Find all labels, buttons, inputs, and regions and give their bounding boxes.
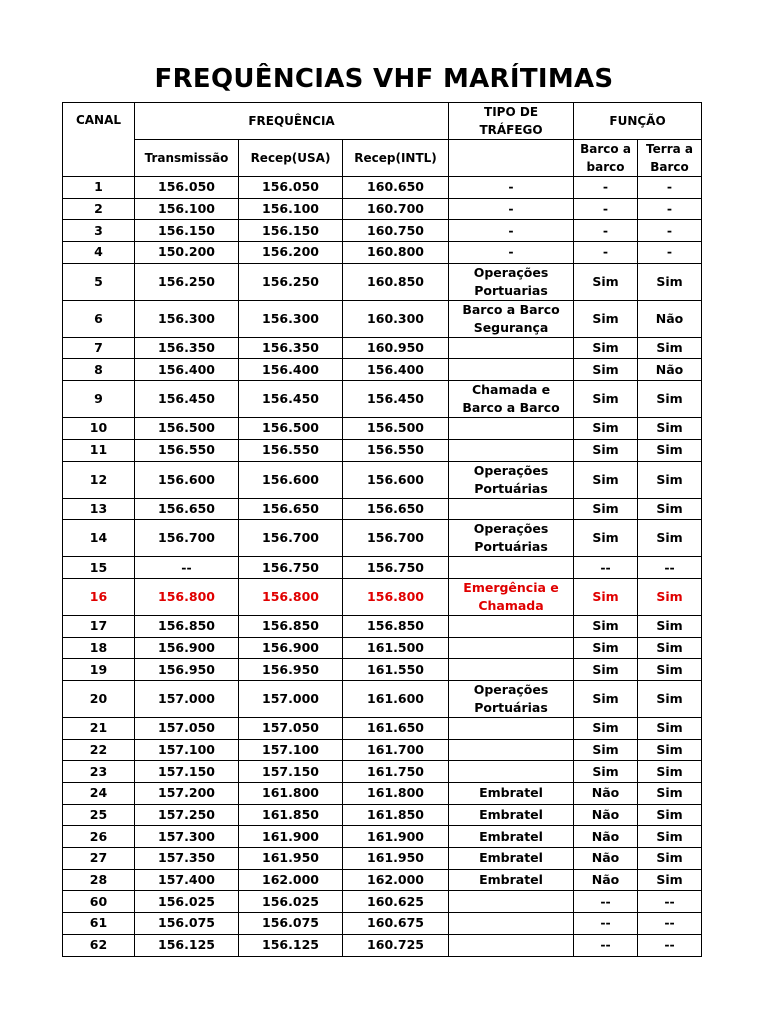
cell-canal: 19 bbox=[63, 659, 135, 681]
cell-transmissao: 156.075 bbox=[135, 913, 239, 935]
cell-recep-usa: 161.950 bbox=[239, 848, 343, 870]
cell-terra-a-barco: Sim bbox=[638, 826, 702, 848]
cell-barco-a-barco: Sim bbox=[574, 739, 638, 761]
table-row bbox=[63, 637, 702, 659]
cell-recep-intl: 160.950 bbox=[343, 337, 449, 359]
cell-canal: 60 bbox=[63, 891, 135, 913]
cell-transmissao: 156.100 bbox=[135, 198, 239, 220]
cell-tipo-trafego bbox=[449, 557, 574, 579]
cell-barco-a-barco: - bbox=[574, 242, 638, 264]
cell-transmissao: 157.300 bbox=[135, 826, 239, 848]
cell-canal: 15 bbox=[63, 557, 135, 579]
cell-tipo-trafego bbox=[449, 439, 574, 461]
cell-tipo-trafego: - bbox=[449, 198, 574, 220]
cell-barco-a-barco: Sim bbox=[574, 578, 638, 615]
cell-canal: 25 bbox=[63, 804, 135, 826]
cell-terra-a-barco: Sim bbox=[638, 717, 702, 739]
cell-recep-intl: 156.500 bbox=[343, 418, 449, 440]
cell-terra-a-barco: Sim bbox=[638, 337, 702, 359]
cell-canal: 26 bbox=[63, 826, 135, 848]
table-row bbox=[63, 381, 702, 418]
cell-recep-usa: 161.850 bbox=[239, 804, 343, 826]
cell-recep-usa: 156.550 bbox=[239, 439, 343, 461]
cell-transmissao: 157.350 bbox=[135, 848, 239, 870]
cell-transmissao: 157.400 bbox=[135, 869, 239, 891]
cell-barco-a-barco: Sim bbox=[574, 263, 638, 300]
cell-terra-a-barco: - bbox=[638, 177, 702, 199]
cell-recep-intl: 156.600 bbox=[343, 461, 449, 498]
cell-recep-usa: 157.000 bbox=[239, 680, 343, 717]
cell-recep-usa: 156.500 bbox=[239, 418, 343, 440]
cell-recep-intl: 156.750 bbox=[343, 557, 449, 579]
cell-terra-a-barco: Sim bbox=[638, 804, 702, 826]
cell-terra-a-barco: Sim bbox=[638, 578, 702, 615]
cell-transmissao: 156.850 bbox=[135, 615, 239, 637]
cell-transmissao: 157.250 bbox=[135, 804, 239, 826]
cell-recep-intl: 162.000 bbox=[343, 869, 449, 891]
header-recep-usa: Recep(USA) bbox=[239, 140, 343, 177]
cell-terra-a-barco: -- bbox=[638, 891, 702, 913]
cell-transmissao: 156.500 bbox=[135, 418, 239, 440]
table-row bbox=[63, 498, 702, 520]
cell-terra-a-barco: -- bbox=[638, 913, 702, 935]
cell-barco-a-barco: Sim bbox=[574, 461, 638, 498]
cell-terra-a-barco: Sim bbox=[638, 659, 702, 681]
cell-canal: 62 bbox=[63, 934, 135, 956]
cell-canal: 22 bbox=[63, 739, 135, 761]
cell-barco-a-barco: Sim bbox=[574, 717, 638, 739]
cell-transmissao: 156.250 bbox=[135, 263, 239, 300]
cell-canal: 17 bbox=[63, 615, 135, 637]
cell-recep-usa: 162.000 bbox=[239, 869, 343, 891]
cell-tipo-trafego: Emergência e Chamada bbox=[449, 578, 574, 615]
cell-transmissao: 157.000 bbox=[135, 680, 239, 717]
cell-terra-a-barco: Sim bbox=[638, 381, 702, 418]
cell-barco-a-barco: Sim bbox=[574, 520, 638, 557]
table-row bbox=[63, 557, 702, 579]
cell-transmissao: 157.050 bbox=[135, 717, 239, 739]
cell-barco-a-barco: Não bbox=[574, 804, 638, 826]
cell-recep-intl: 160.300 bbox=[343, 300, 449, 337]
table-row bbox=[63, 578, 702, 615]
table-body bbox=[63, 177, 702, 957]
cell-canal: 13 bbox=[63, 498, 135, 520]
cell-terra-a-barco: Sim bbox=[638, 263, 702, 300]
cell-recep-intl: 156.400 bbox=[343, 359, 449, 381]
cell-tipo-trafego bbox=[449, 418, 574, 440]
cell-recep-usa: 156.050 bbox=[239, 177, 343, 199]
cell-canal: 61 bbox=[63, 913, 135, 935]
cell-tipo-trafego bbox=[449, 739, 574, 761]
cell-canal: 11 bbox=[63, 439, 135, 461]
cell-recep-usa: 156.600 bbox=[239, 461, 343, 498]
table-row bbox=[63, 242, 702, 264]
cell-barco-a-barco: Sim bbox=[574, 761, 638, 783]
table-row bbox=[63, 934, 702, 956]
cell-recep-intl: 161.700 bbox=[343, 739, 449, 761]
cell-tipo-trafego: Operações Portuárias bbox=[449, 520, 574, 557]
cell-tipo-trafego: Embratel bbox=[449, 783, 574, 805]
cell-barco-a-barco: Sim bbox=[574, 615, 638, 637]
table-row bbox=[63, 177, 702, 199]
cell-canal: 8 bbox=[63, 359, 135, 381]
table-row bbox=[63, 359, 702, 381]
cell-tipo-trafego bbox=[449, 934, 574, 956]
table-row bbox=[63, 263, 702, 300]
cell-barco-a-barco: Não bbox=[574, 783, 638, 805]
header-barco-a-barco: Barco a barco bbox=[574, 140, 638, 177]
cell-recep-usa: 156.125 bbox=[239, 934, 343, 956]
cell-recep-intl: 161.850 bbox=[343, 804, 449, 826]
cell-tipo-trafego bbox=[449, 498, 574, 520]
cell-canal: 4 bbox=[63, 242, 135, 264]
cell-transmissao: 150.200 bbox=[135, 242, 239, 264]
cell-transmissao: 156.400 bbox=[135, 359, 239, 381]
cell-recep-intl: 161.900 bbox=[343, 826, 449, 848]
cell-transmissao: 156.700 bbox=[135, 520, 239, 557]
cell-tipo-trafego bbox=[449, 637, 574, 659]
cell-transmissao: 156.550 bbox=[135, 439, 239, 461]
cell-transmissao: 156.050 bbox=[135, 177, 239, 199]
cell-recep-intl: 160.650 bbox=[343, 177, 449, 199]
cell-recep-usa: 156.650 bbox=[239, 498, 343, 520]
cell-barco-a-barco: Sim bbox=[574, 680, 638, 717]
cell-canal: 28 bbox=[63, 869, 135, 891]
cell-terra-a-barco: -- bbox=[638, 934, 702, 956]
cell-canal: 5 bbox=[63, 263, 135, 300]
cell-recep-usa: 157.100 bbox=[239, 739, 343, 761]
cell-canal: 2 bbox=[63, 198, 135, 220]
cell-terra-a-barco: Sim bbox=[638, 848, 702, 870]
cell-canal: 7 bbox=[63, 337, 135, 359]
cell-transmissao: 156.025 bbox=[135, 891, 239, 913]
cell-transmissao: 156.350 bbox=[135, 337, 239, 359]
cell-tipo-trafego: Embratel bbox=[449, 804, 574, 826]
cell-recep-intl: 160.850 bbox=[343, 263, 449, 300]
cell-recep-usa: 161.800 bbox=[239, 783, 343, 805]
cell-tipo-trafego: Operações Portuárias bbox=[449, 680, 574, 717]
cell-recep-intl: 160.625 bbox=[343, 891, 449, 913]
cell-recep-usa: 156.200 bbox=[239, 242, 343, 264]
cell-terra-a-barco: Sim bbox=[638, 498, 702, 520]
cell-transmissao: 156.300 bbox=[135, 300, 239, 337]
cell-canal: 21 bbox=[63, 717, 135, 739]
cell-recep-usa: 156.850 bbox=[239, 615, 343, 637]
cell-tipo-trafego: Embratel bbox=[449, 869, 574, 891]
cell-tipo-trafego: Embratel bbox=[449, 826, 574, 848]
page-title: FREQUÊNCIAS VHF MARÍTIMAS bbox=[154, 64, 614, 94]
cell-canal: 10 bbox=[63, 418, 135, 440]
cell-recep-usa: 157.150 bbox=[239, 761, 343, 783]
cell-transmissao: 156.650 bbox=[135, 498, 239, 520]
table-row bbox=[63, 461, 702, 498]
cell-terra-a-barco: Não bbox=[638, 359, 702, 381]
header-transmissao: Transmissão bbox=[135, 140, 239, 177]
cell-tipo-trafego bbox=[449, 659, 574, 681]
cell-canal: 18 bbox=[63, 637, 135, 659]
cell-barco-a-barco: Não bbox=[574, 869, 638, 891]
cell-terra-a-barco: - bbox=[638, 220, 702, 242]
cell-recep-intl: 156.700 bbox=[343, 520, 449, 557]
cell-canal: 9 bbox=[63, 381, 135, 418]
cell-terra-a-barco: Sim bbox=[638, 615, 702, 637]
table-row bbox=[63, 520, 702, 557]
cell-tipo-trafego: - bbox=[449, 177, 574, 199]
cell-tipo-trafego bbox=[449, 761, 574, 783]
table-row bbox=[63, 869, 702, 891]
cell-transmissao: -- bbox=[135, 557, 239, 579]
table-row bbox=[63, 198, 702, 220]
header-funcao: FUNÇÃO bbox=[574, 103, 702, 140]
cell-barco-a-barco: -- bbox=[574, 891, 638, 913]
cell-barco-a-barco: Não bbox=[574, 826, 638, 848]
cell-canal: 1 bbox=[63, 177, 135, 199]
table-row bbox=[63, 220, 702, 242]
cell-recep-usa: 156.300 bbox=[239, 300, 343, 337]
cell-recep-intl: 160.700 bbox=[343, 198, 449, 220]
cell-transmissao: 157.100 bbox=[135, 739, 239, 761]
cell-recep-intl: 156.450 bbox=[343, 381, 449, 418]
cell-canal: 14 bbox=[63, 520, 135, 557]
header-tipo-trafego: TIPO DE TRÁFEGO bbox=[449, 103, 574, 140]
cell-terra-a-barco: Sim bbox=[638, 680, 702, 717]
cell-terra-a-barco: Sim bbox=[638, 418, 702, 440]
cell-recep-intl: 156.650 bbox=[343, 498, 449, 520]
cell-recep-usa: 156.750 bbox=[239, 557, 343, 579]
cell-canal: 24 bbox=[63, 783, 135, 805]
cell-terra-a-barco: Sim bbox=[638, 439, 702, 461]
cell-transmissao: 156.150 bbox=[135, 220, 239, 242]
cell-tipo-trafego: - bbox=[449, 242, 574, 264]
cell-tipo-trafego: Operações Portuarias bbox=[449, 263, 574, 300]
cell-terra-a-barco: Sim bbox=[638, 869, 702, 891]
header-frequencia: FREQUÊNCIA bbox=[135, 103, 449, 140]
cell-terra-a-barco: Sim bbox=[638, 520, 702, 557]
cell-recep-usa: 156.950 bbox=[239, 659, 343, 681]
table-row bbox=[63, 615, 702, 637]
cell-tipo-trafego bbox=[449, 359, 574, 381]
table-row bbox=[63, 804, 702, 826]
cell-recep-intl: 160.750 bbox=[343, 220, 449, 242]
cell-canal: 3 bbox=[63, 220, 135, 242]
table-row bbox=[63, 826, 702, 848]
cell-barco-a-barco: - bbox=[574, 220, 638, 242]
header-terra-a-barco: Terra a Barco bbox=[638, 140, 702, 177]
cell-tipo-trafego bbox=[449, 615, 574, 637]
table-row bbox=[63, 739, 702, 761]
vhf-frequency-table bbox=[62, 102, 702, 957]
cell-barco-a-barco: Sim bbox=[574, 381, 638, 418]
cell-terra-a-barco: Sim bbox=[638, 783, 702, 805]
cell-terra-a-barco: Não bbox=[638, 300, 702, 337]
cell-recep-usa: 156.250 bbox=[239, 263, 343, 300]
cell-barco-a-barco: - bbox=[574, 177, 638, 199]
cell-terra-a-barco: Sim bbox=[638, 461, 702, 498]
cell-canal: 12 bbox=[63, 461, 135, 498]
cell-tipo-trafego bbox=[449, 337, 574, 359]
cell-terra-a-barco: Sim bbox=[638, 637, 702, 659]
table-row bbox=[63, 300, 702, 337]
cell-transmissao: 156.950 bbox=[135, 659, 239, 681]
cell-barco-a-barco: -- bbox=[574, 934, 638, 956]
cell-transmissao: 156.800 bbox=[135, 578, 239, 615]
cell-canal: 27 bbox=[63, 848, 135, 870]
cell-recep-intl: 161.950 bbox=[343, 848, 449, 870]
header-recep-intl: Recep(INTL) bbox=[343, 140, 449, 177]
table-row bbox=[63, 913, 702, 935]
cell-barco-a-barco: Sim bbox=[574, 418, 638, 440]
cell-recep-usa: 156.075 bbox=[239, 913, 343, 935]
cell-tipo-trafego bbox=[449, 891, 574, 913]
cell-terra-a-barco: Sim bbox=[638, 761, 702, 783]
cell-canal: 6 bbox=[63, 300, 135, 337]
cell-barco-a-barco: - bbox=[574, 198, 638, 220]
table-row bbox=[63, 659, 702, 681]
cell-recep-usa: 156.400 bbox=[239, 359, 343, 381]
cell-terra-a-barco: - bbox=[638, 198, 702, 220]
cell-recep-intl: 160.800 bbox=[343, 242, 449, 264]
cell-recep-intl: 161.600 bbox=[343, 680, 449, 717]
cell-transmissao: 156.125 bbox=[135, 934, 239, 956]
table-row bbox=[63, 761, 702, 783]
cell-recep-usa: 156.800 bbox=[239, 578, 343, 615]
cell-tipo-trafego bbox=[449, 913, 574, 935]
cell-tipo-trafego: Embratel bbox=[449, 848, 574, 870]
cell-tipo-trafego: Operações Portuárias bbox=[449, 461, 574, 498]
cell-transmissao: 156.600 bbox=[135, 461, 239, 498]
cell-recep-intl: 161.750 bbox=[343, 761, 449, 783]
cell-terra-a-barco: -- bbox=[638, 557, 702, 579]
cell-transmissao: 157.150 bbox=[135, 761, 239, 783]
cell-recep-intl: 156.850 bbox=[343, 615, 449, 637]
cell-recep-intl: 160.725 bbox=[343, 934, 449, 956]
cell-transmissao: 157.200 bbox=[135, 783, 239, 805]
table-row bbox=[63, 418, 702, 440]
table-row bbox=[63, 337, 702, 359]
cell-tipo-trafego: - bbox=[449, 220, 574, 242]
cell-recep-usa: 156.700 bbox=[239, 520, 343, 557]
cell-recep-usa: 156.025 bbox=[239, 891, 343, 913]
cell-canal: 23 bbox=[63, 761, 135, 783]
table-row bbox=[63, 439, 702, 461]
cell-tipo-trafego: Chamada e Barco a Barco bbox=[449, 381, 574, 418]
cell-barco-a-barco: Sim bbox=[574, 439, 638, 461]
cell-recep-intl: 161.650 bbox=[343, 717, 449, 739]
cell-recep-intl: 160.675 bbox=[343, 913, 449, 935]
cell-recep-usa: 156.900 bbox=[239, 637, 343, 659]
cell-recep-usa: 156.150 bbox=[239, 220, 343, 242]
cell-canal: 16 bbox=[63, 578, 135, 615]
cell-barco-a-barco: Sim bbox=[574, 300, 638, 337]
cell-tipo-trafego bbox=[449, 717, 574, 739]
cell-recep-intl: 161.500 bbox=[343, 637, 449, 659]
table-row bbox=[63, 891, 702, 913]
table-row bbox=[63, 717, 702, 739]
header-canal: CANAL bbox=[63, 103, 135, 177]
cell-recep-usa: 156.450 bbox=[239, 381, 343, 418]
cell-transmissao: 156.450 bbox=[135, 381, 239, 418]
cell-recep-usa: 156.100 bbox=[239, 198, 343, 220]
cell-recep-intl: 161.800 bbox=[343, 783, 449, 805]
cell-transmissao: 156.900 bbox=[135, 637, 239, 659]
cell-recep-intl: 156.550 bbox=[343, 439, 449, 461]
header-tipo-blank bbox=[449, 140, 574, 177]
cell-recep-usa: 157.050 bbox=[239, 717, 343, 739]
cell-tipo-trafego: Barco a Barco Segurança bbox=[449, 300, 574, 337]
cell-recep-usa: 156.350 bbox=[239, 337, 343, 359]
cell-terra-a-barco: - bbox=[638, 242, 702, 264]
cell-recep-intl: 161.550 bbox=[343, 659, 449, 681]
table-row bbox=[63, 848, 702, 870]
cell-barco-a-barco: Não bbox=[574, 848, 638, 870]
cell-barco-a-barco: Sim bbox=[574, 337, 638, 359]
cell-barco-a-barco: Sim bbox=[574, 498, 638, 520]
table-row bbox=[63, 680, 702, 717]
table-row bbox=[63, 783, 702, 805]
cell-barco-a-barco: Sim bbox=[574, 659, 638, 681]
cell-barco-a-barco: -- bbox=[574, 557, 638, 579]
cell-barco-a-barco: Sim bbox=[574, 637, 638, 659]
cell-terra-a-barco: Sim bbox=[638, 739, 702, 761]
cell-barco-a-barco: -- bbox=[574, 913, 638, 935]
cell-barco-a-barco: Sim bbox=[574, 359, 638, 381]
cell-canal: 20 bbox=[63, 680, 135, 717]
cell-recep-usa: 161.900 bbox=[239, 826, 343, 848]
cell-recep-intl: 156.800 bbox=[343, 578, 449, 615]
